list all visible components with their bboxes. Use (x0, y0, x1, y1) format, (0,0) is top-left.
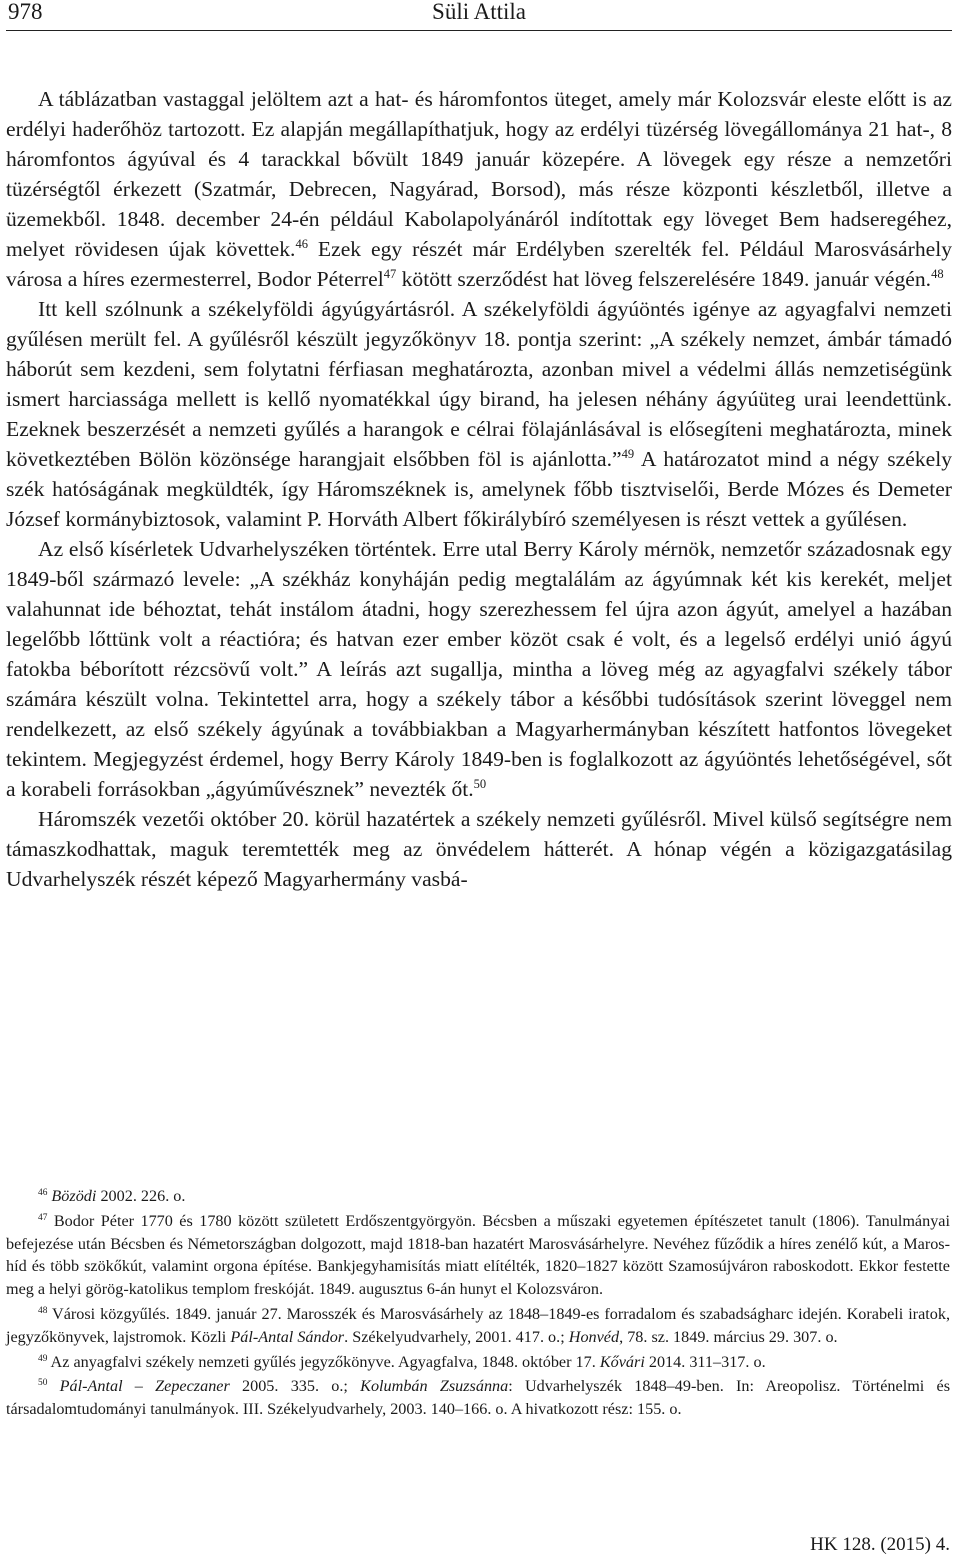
text-run: Az első kísérletek Udvarhelyszéken történtek. Erre utal Berry Károly mérnök, nemzetőr századosnak egy 1849-ből származó levele: „A székház konyháján pedig megtalálám az ágyúmnak két kis kerekét, meljet valahunnat ide béhoztat, tehát instálom átadni, hogy szerezhessem fel újra azon ágyút, amelyel a hazában legelőbb lőttünk volt a réactióra; és hatvan ezer ember közöt csak é volt, és a legelső erdélyi unió ágyú fatokba béborított rézcsövű volt.” A leírás azt sugallja, mintha a löveg még az agyagfalvi székely tábor számára készült volna. Tekintettel arra, hogy a székely tábor a későbbi tudósítások szerint löveggel nem rendelkezett, az első székely ágyúnak a továbbiakban a Magyarhermányban készített hatfontos lövegeket tekintem. Megjegyzést érdemel, hogy Berry Károly 1849-ben is foglalkozott az ágyúöntés lehetőségével, sőt a korabeli forrásokban „ágyúművésznek” nevezték őt. (6, 537, 952, 801)
page-number: 978 (8, 0, 43, 24)
text-run: . Székelyudvarhely, 2001. 417. o.; (344, 1327, 569, 1346)
italic-text: Honvéd (568, 1327, 620, 1346)
text-run: 2014. 311–317. o. (644, 1352, 766, 1371)
footnote (6, 1351, 950, 1374)
italic-text: Kővári (599, 1352, 645, 1371)
text-run: , 78. sz. 1849. március 29. 307. o. (619, 1327, 838, 1346)
text-run (47, 1377, 59, 1395)
body-paragraph (6, 84, 952, 294)
footnote-ref: 46 (295, 236, 308, 251)
text-run: Bodor Péter 1770 és 1780 között született Erdőszentgyörgyön. Bécsben a műszaki egyetemen építészetet tanult (1806). Tanulmányai befejezése után Bécsben és Németországban dolgozott, majd 1818-ban hazatért Marosvásárhelyre. Nevéhez fűződik a híres zenélő kút, a Maros-híd és több szökőkút, valamint orgona építése. Bankjegyhamisítás miatt elítélték, 1820–1827 között Szamosújváron raboskodott. Ekkor festette meg a helyi görög-katolikus templom freskóját. 1849. augusztus 6-án hunyt el Kolozsváron. (6, 1211, 950, 1299)
text-run: A táblázatban vastaggal jelöltem azt a hat- és háromfontos üteget, amely már Kolozsvár eleste előtt is az erdélyi haderőhöz tartozott. Ez alapján megállapíthatjuk, hogy az erdélyi tüzérség lövegállománya 21 hat-, 8 háromfontos ágyúval és 4 tarackkal bővült 1849 január közepére. A lövegek egy része a nemzetőri tüzérségtől érkezett (Szatmár, Debrecen, Nagyárad, Borsod), más része központi készletből, illetve a üzemekből. 1848. december 24-én például Kabolapolyánáról indítottak egy löveget Bem hadseregéhez, melyet rövidesen újak követtek. (6, 87, 952, 261)
footnote-ref: 49 (621, 446, 635, 461)
footnote-ref: 46 (38, 1187, 48, 1198)
italic-text: Bözödi (51, 1187, 97, 1205)
footnote-ref: 49 (38, 1353, 48, 1364)
italic-text: Kolumbán Zsuzsánna (360, 1377, 509, 1396)
footnote-ref: 47 (38, 1212, 48, 1223)
footnote (6, 1210, 950, 1301)
journal-footer: HK 128. (2015) 4. (810, 1534, 950, 1555)
footnote (6, 1375, 950, 1421)
running-title-author: Süli Attila (432, 0, 526, 24)
main-text (6, 84, 952, 894)
text-run: Itt kell szólnunk a székelyföldi ágyúgyártásról. A székelyföldi ágyúöntés igénye az agyagfalvi nemzeti gyűlésen merült fel. A gyűlésről készült jegyzőkönyv 18. pontja szerint: „A székely nemzet, ámbár támadó háborút sem kezdeni, sem folytatni férfiasan meghatározta, azonban mivel a védelmi állás nemzetiségünk ismert harciassága mellett is kellő nyomatékkal úgy birand, ha jelesen néhány ágyúüteg urai leendettünk. Ezeknek beszerzését a nemzeti gyűlés a harangok e célrai fölajánlásával is elősegíteni meghatározta, minek következtében Bölön közönsége harangjait elsőbben föl is ajánlotta.” (6, 297, 952, 471)
body-paragraph (6, 294, 952, 534)
text-run: : Udvarhelyszék 1848–49-ben. In: Areopolisz. Történelmi és társadalomtudományi tanulmányok. III. Székelyudvarhely, 2003. 140–166. o. A hivatkozott rész: 155. o. (6, 1377, 951, 1419)
footnote-ref: 48 (38, 1305, 48, 1316)
text-run: kötött szerződést hat löveg felszerelésére 1849. január végén. (396, 267, 932, 291)
text-run: Háromszék vezetői október 20. körül hazatértek a székely nemzeti gyűlésről. Mivel külső segítségre nem támaszkodhattak, maguk teremtették meg az önvédelem hátterét. A hónap végén a közigazgatásilag Udvarhelyszék részét képező Magyarhermány vasbá- (6, 807, 952, 891)
italic-text: Pál-Antal – Zepeczaner (59, 1377, 230, 1396)
footnote (6, 1185, 950, 1208)
text-run: A határozatot mind a négy székely szék hatóságának megküldték, így Háromszéknek is, amelynek főbb tisztviselői, Berde Mózes és Demeter József kormánybiztosok, valamint P. Horváth Albert főkirálybíró személyesen is részt vettek a gyűlésen. (6, 447, 953, 531)
footnote-ref: 50 (38, 1378, 48, 1389)
text-run: Városi közgyűlés. 1849. január 27. Marosszék és Marosvásárhely az 1848–1849-es forradalom és szabadságharc idején. Korabeli iratok, jegyzőkönyvek, lajstromok. Közli (6, 1304, 950, 1346)
italic-text: Pál-Antal Sándor (230, 1327, 345, 1346)
footnote-ref: 48 (931, 266, 944, 281)
footnote-ref: 47 (383, 266, 397, 281)
text-run: Ezek egy részét már Erdélyben szerelték fel. Például Marosvásárhely városa a híres ezermesterrel, Bodor Péterrel (6, 237, 952, 291)
footnote-ref: 50 (473, 776, 487, 791)
footnote (6, 1303, 950, 1349)
footnotes-section (6, 1185, 950, 1421)
text-run: 2002. 226. o. (96, 1187, 186, 1205)
body-paragraph (6, 534, 952, 804)
running-header (6, 0, 952, 31)
text-run: 2005. 335. o.; (229, 1377, 361, 1396)
body-paragraph (6, 804, 952, 894)
text-run: Az anyagfalvi székely nemzeti gyűlés jegyzőkönyve. Agyagfalva, 1848. október 17. (47, 1352, 600, 1371)
